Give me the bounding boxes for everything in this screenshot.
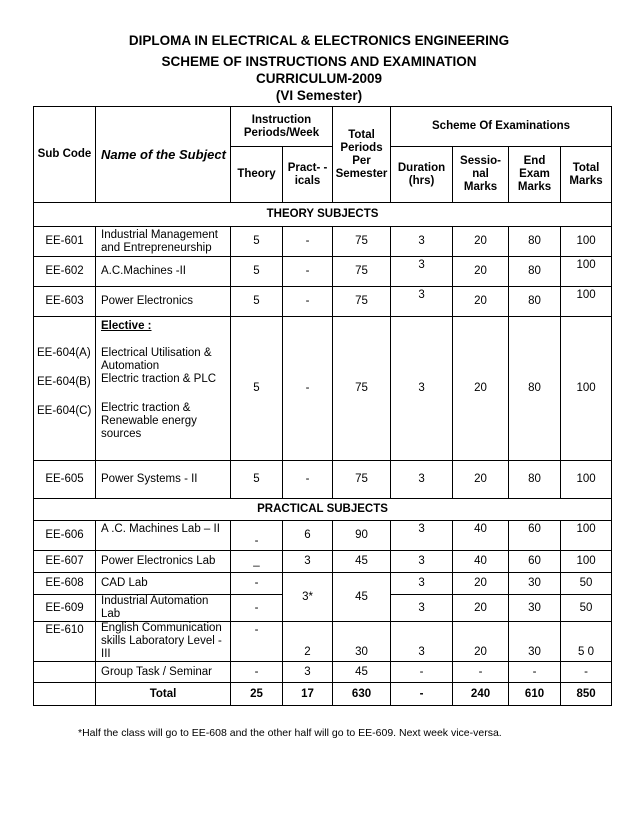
duration: 3 — [391, 317, 453, 461]
total-marks: 850 — [561, 683, 612, 706]
end-exam: 80 — [509, 317, 561, 461]
sessional: 40 — [453, 551, 509, 573]
total-periods: 90 — [333, 521, 391, 551]
sessional: 20 — [453, 257, 509, 287]
col-theory: Theory — [231, 147, 283, 203]
practical-periods: - — [283, 227, 333, 257]
col-instruction: Instruction Periods/Week — [231, 107, 333, 147]
table-row — [34, 551, 612, 573]
theory-periods: 5 — [231, 227, 283, 257]
sessional: 20 — [453, 317, 509, 461]
duration: - — [391, 662, 453, 683]
total-periods: 45 — [333, 573, 391, 622]
duration: 3 — [391, 595, 453, 622]
table-row — [34, 573, 612, 595]
title-line-4: (VI Semester) — [275, 88, 363, 103]
scheme-table — [33, 106, 612, 706]
subject-name: Group Task / Seminar — [96, 662, 231, 683]
theory-periods: 25 — [231, 683, 283, 706]
sessional: 20 — [453, 287, 509, 317]
subject-name: Industrial Management and Entrepreneurship — [96, 227, 231, 257]
subject-name: Electrical Utilisation & Automation — [101, 347, 212, 372]
elective-subjects — [96, 317, 231, 461]
duration: 3 — [391, 551, 453, 573]
table-row — [34, 461, 612, 499]
total-periods: 75 — [333, 257, 391, 287]
sub-code: EE-609 — [34, 595, 96, 622]
subject-name: CAD Lab — [96, 573, 231, 595]
subject-name: Industrial Automation Lab — [96, 595, 231, 622]
subject-name: A .C. Machines Lab – II — [96, 521, 231, 551]
total-periods: 45 — [333, 662, 391, 683]
total-marks: - — [561, 662, 612, 683]
duration: 3 — [391, 227, 453, 257]
elective-row — [34, 317, 612, 461]
title-line-2: SCHEME OF INSTRUCTIONS AND EXAMINATION — [161, 54, 477, 69]
sub-code: EE-601 — [34, 227, 96, 257]
practical-periods: - — [283, 257, 333, 287]
title-line-3: CURRICULUM-2009 — [255, 71, 382, 86]
end-exam: 60 — [509, 521, 561, 551]
end-exam: 80 — [509, 287, 561, 317]
theory-periods: _ — [231, 551, 283, 573]
subject-name: Power Electronics Lab — [96, 551, 231, 573]
col-total-periods: Total Periods Per Semester — [333, 107, 391, 203]
table-row — [34, 257, 612, 287]
theory-periods: 5 — [231, 317, 283, 461]
total-marks: 100 — [561, 461, 612, 499]
sessional: 240 — [453, 683, 509, 706]
practical-periods: 3* — [283, 573, 333, 622]
total-marks: 100 — [561, 227, 612, 257]
theory-periods: - — [231, 573, 283, 595]
subject-name: Power Systems - II — [96, 461, 231, 499]
theory-periods: - — [231, 622, 283, 662]
end-exam: 30 — [509, 595, 561, 622]
total-periods: 75 — [333, 461, 391, 499]
sub-code: EE-610 — [34, 622, 96, 662]
total-periods: 45 — [333, 551, 391, 573]
table-row — [34, 662, 612, 683]
sub-code: EE-603 — [34, 287, 96, 317]
sub-code: EE-608 — [34, 573, 96, 595]
sub-code — [34, 662, 96, 683]
total-marks: 100 — [561, 521, 612, 551]
practical-periods: - — [283, 461, 333, 499]
sub-code: EE-605 — [34, 461, 96, 499]
subject-name: Electric traction & PLC — [101, 373, 217, 385]
col-subject: Name of the Subject — [96, 107, 231, 203]
section-label: THEORY SUBJECTS — [34, 203, 612, 227]
total-periods: 75 — [333, 317, 391, 461]
subject-name: English Communication skills Laboratory Level - III — [96, 622, 231, 662]
subject-name: Power Electronics — [96, 287, 231, 317]
practical-periods: 2 — [283, 622, 333, 662]
total-row — [34, 683, 612, 706]
duration: 3 — [391, 461, 453, 499]
col-sessional: Sessio- nal Marks — [453, 147, 509, 203]
sessional: 20 — [453, 595, 509, 622]
subject-name: A.C.Machines -II — [96, 257, 231, 287]
end-exam: 80 — [509, 461, 561, 499]
section-practical — [34, 499, 612, 521]
table-row — [34, 521, 612, 551]
practical-periods: 3 — [283, 662, 333, 683]
table-row — [34, 287, 612, 317]
footnote: *Half the class will go to EE-608 and the other half will go to EE-609. Next week vice-versa. — [78, 727, 502, 739]
theory-periods: 5 — [231, 287, 283, 317]
sub-code: EE-607 — [34, 551, 96, 573]
duration: 3 — [391, 287, 453, 317]
subject-name: Electric traction & Renewable energy sources — [101, 402, 197, 440]
practical-periods: 6 — [283, 521, 333, 551]
duration: 3 — [391, 257, 453, 287]
sessional: - — [453, 662, 509, 683]
sessional: 20 — [453, 622, 509, 662]
end-exam: 60 — [509, 551, 561, 573]
total-marks: 50 — [561, 595, 612, 622]
total-marks: 100 — [561, 551, 612, 573]
practical-periods: - — [283, 317, 333, 461]
total-marks: 100 — [561, 317, 612, 461]
elective-codes — [34, 317, 96, 461]
theory-periods: - — [231, 595, 283, 622]
elective-title: Elective : — [101, 320, 152, 332]
total-periods: 75 — [333, 227, 391, 257]
duration: - — [391, 683, 453, 706]
sessional: 20 — [453, 227, 509, 257]
end-exam: 610 — [509, 683, 561, 706]
section-theory — [34, 203, 612, 227]
table-row — [34, 227, 612, 257]
duration: 3 — [391, 521, 453, 551]
sessional: 20 — [453, 461, 509, 499]
header-row-1 — [34, 107, 612, 147]
empty-cell — [34, 683, 96, 706]
theory-periods: - — [231, 521, 283, 551]
col-scheme: Scheme Of Examinations — [391, 107, 612, 147]
total-periods: 75 — [333, 287, 391, 317]
section-label: PRACTICAL SUBJECTS — [34, 499, 612, 521]
end-exam: 80 — [509, 227, 561, 257]
total-marks: 5 0 — [561, 622, 612, 662]
sub-code: EE-604(A) — [37, 347, 91, 359]
total-marks: 100 — [561, 257, 612, 287]
col-end-exam: End Exam Marks — [509, 147, 561, 203]
practical-periods: 17 — [283, 683, 333, 706]
end-exam: 30 — [509, 573, 561, 595]
sessional: 20 — [453, 573, 509, 595]
sessional: 40 — [453, 521, 509, 551]
col-duration: Duration (hrs) — [391, 147, 453, 203]
practical-periods: 3 — [283, 551, 333, 573]
total-marks: 100 — [561, 287, 612, 317]
col-practicals: Pract- -icals — [283, 147, 333, 203]
total-periods: 30 — [333, 622, 391, 662]
sub-code: EE-602 — [34, 257, 96, 287]
end-exam: 80 — [509, 257, 561, 287]
duration: 3 — [391, 573, 453, 595]
total-marks: 50 — [561, 573, 612, 595]
total-label: Total — [96, 683, 231, 706]
sub-code: EE-604(C) — [37, 405, 92, 417]
col-total-marks: Total Marks — [561, 147, 612, 203]
title-line-1: DIPLOMA IN ELECTRICAL & ELECTRONICS ENGINEERING — [128, 33, 510, 48]
practical-periods: - — [283, 287, 333, 317]
theory-periods: - — [231, 662, 283, 683]
theory-periods: 5 — [231, 461, 283, 499]
end-exam: 30 — [509, 622, 561, 662]
duration: 3 — [391, 622, 453, 662]
theory-periods: 5 — [231, 257, 283, 287]
sub-code: EE-606 — [34, 521, 96, 551]
sub-code: EE-604(B) — [37, 376, 91, 388]
col-sub-code: Sub Code — [34, 107, 96, 203]
total-periods: 630 — [333, 683, 391, 706]
end-exam: - — [509, 662, 561, 683]
table-row — [34, 622, 612, 662]
